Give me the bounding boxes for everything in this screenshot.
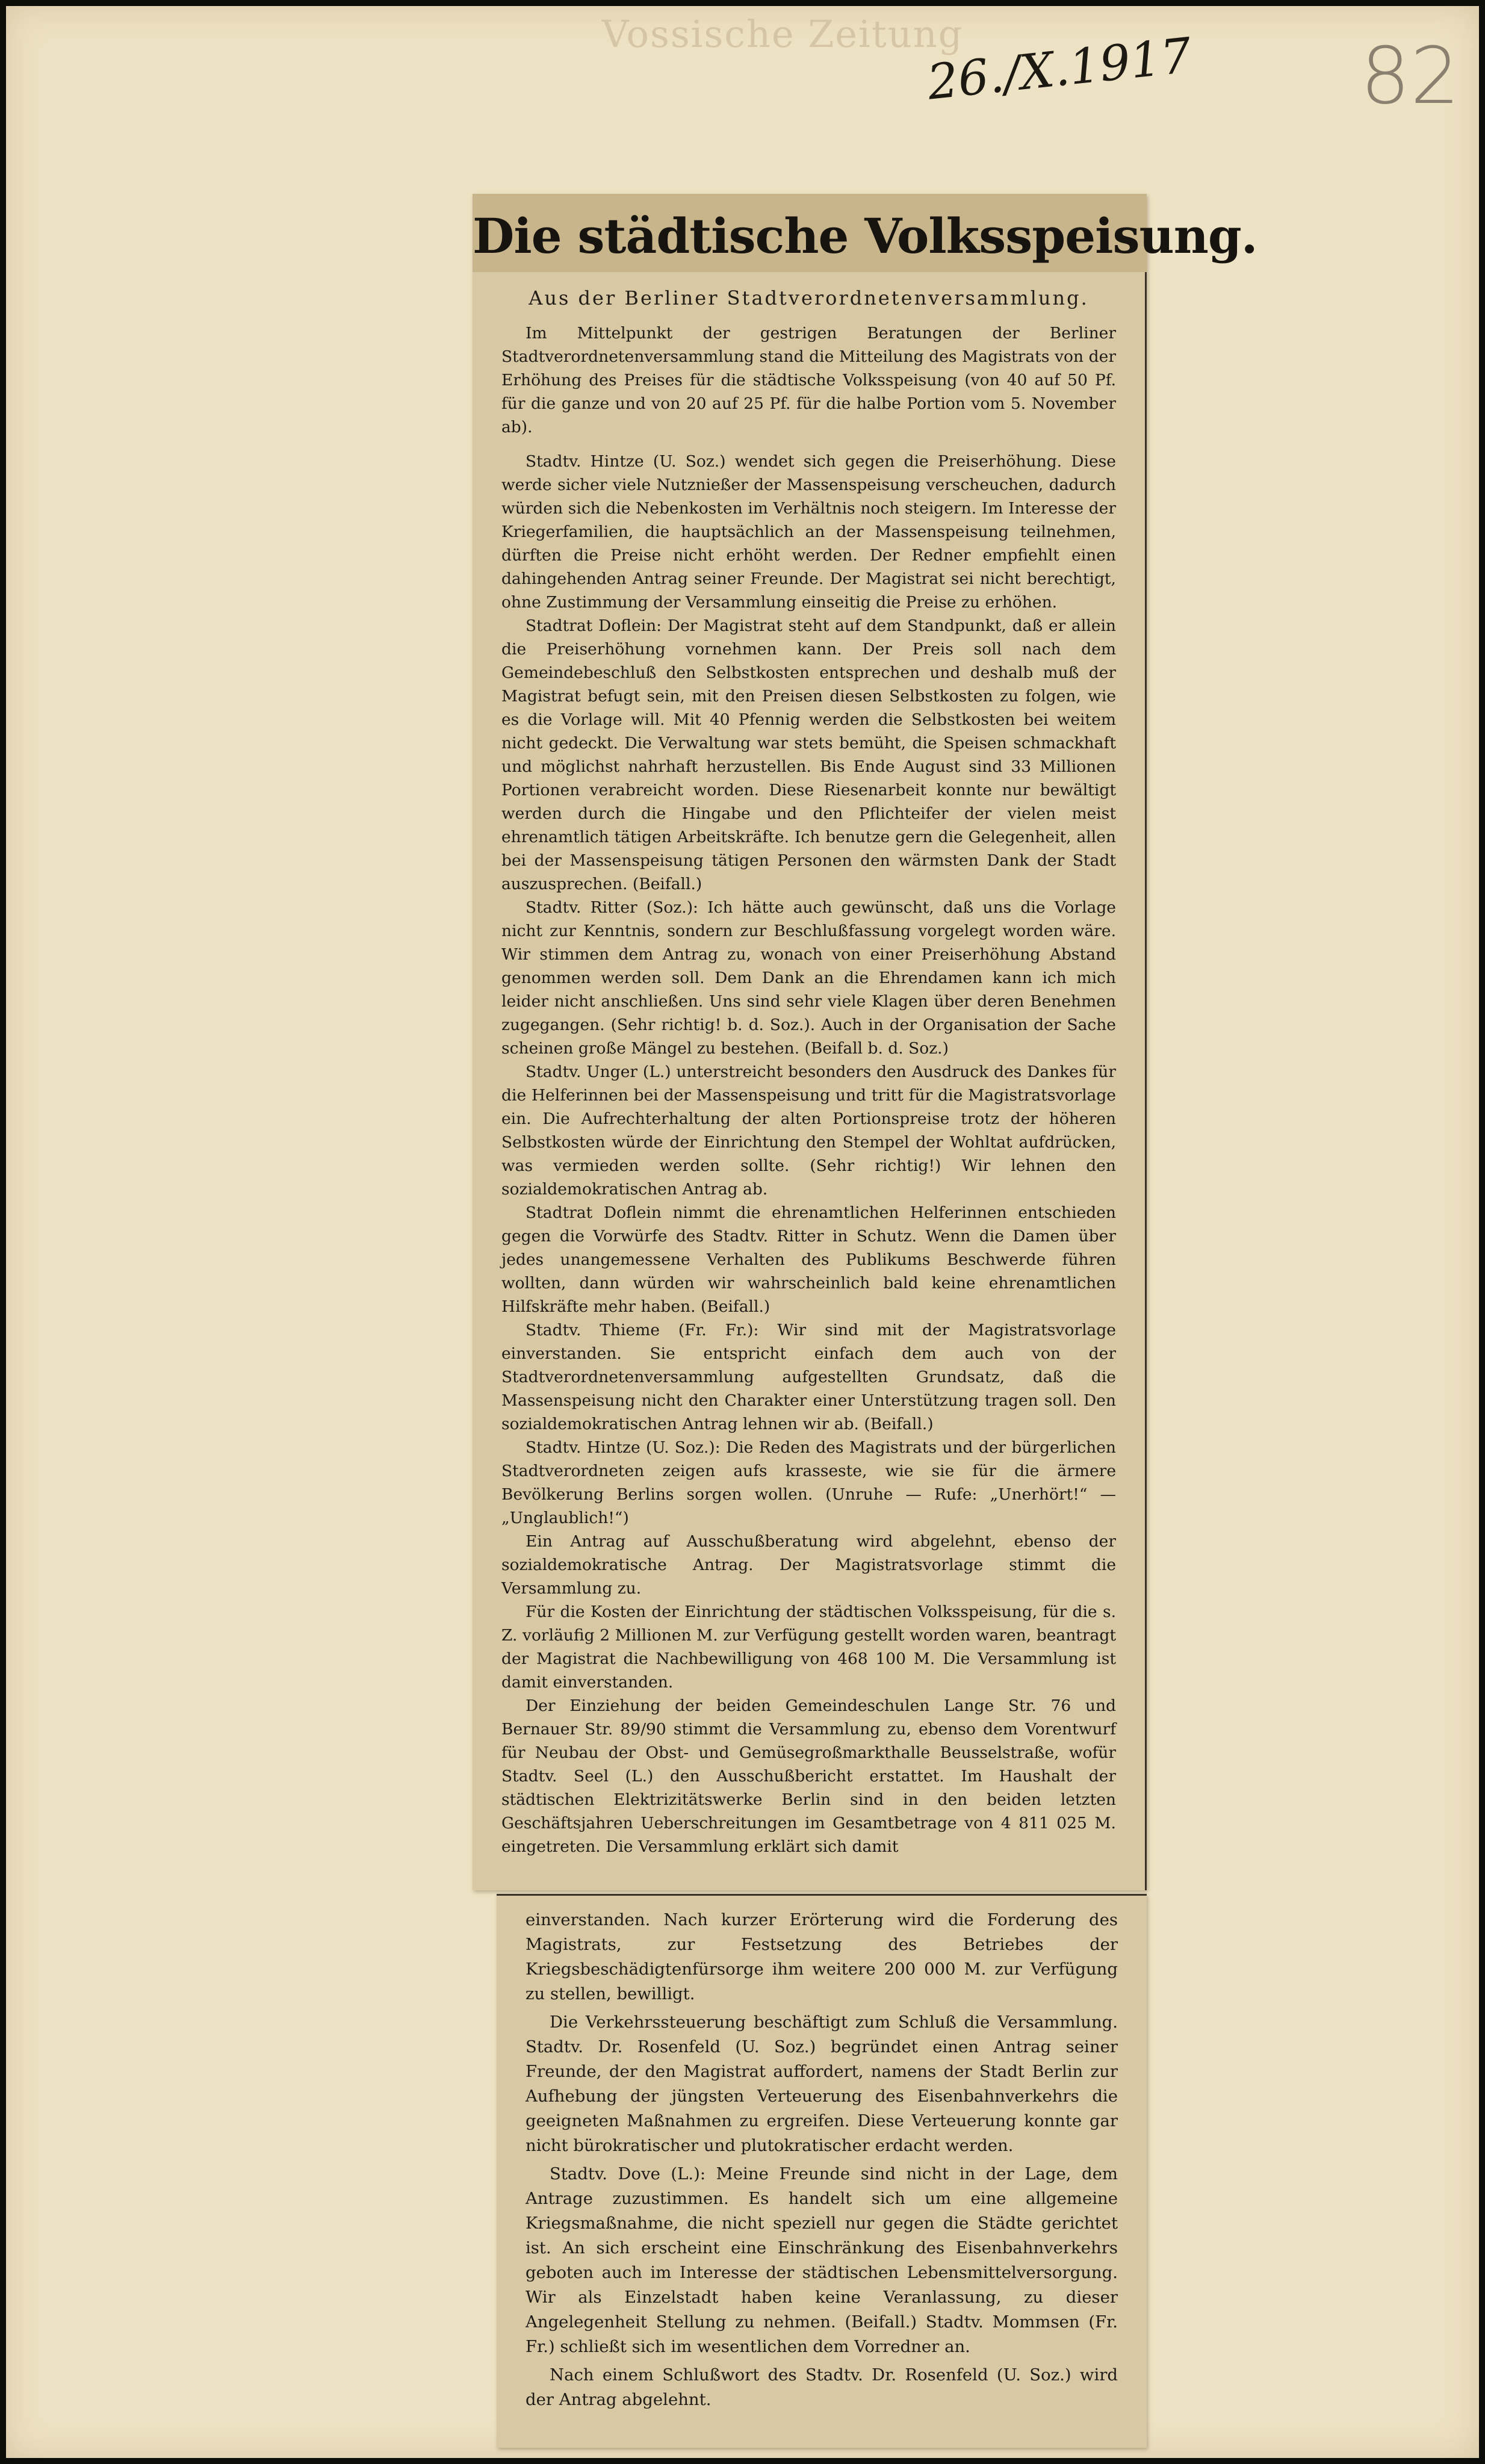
folio-number: 82 xyxy=(1360,30,1460,122)
article-headline: Die städtische Volksspeisung. xyxy=(473,208,1257,264)
paragraph: Stadtv. Dove (L.): Meine Freunde sind nicht in der Lage, dem Antrage zuzustimmen. Es handelt sich um eine allgemeine Kriegsmaßnahme, die nicht speziell nur gegen die Städte gerichtet ist. An sich erscheint eine Einschränkung des Eisenbahnverkehrs geboten auch im Interesse der städtischen Lebensmittelversorgung. Wir als Einzelstadt haben keine Veranlassung, zu dieser Angelegenheit Stellung zu nehmen. (Beifall.) Stadtv. Mommsen (Fr. Fr.) schließt sich im wesentlichen dem Vorredner an. xyxy=(525,2164,1118,2356)
paragraph: Stadtrat Doflein nimmt die ehrenamtlichen Helferinnen entschieden gegen die Vorwürfe des Stadtv. Ritter in Schutz. Wenn die Damen über jedes unangemessene Verhalten des Publikums Beschwerde führen wollten, dann würden wir wahrscheinlich bald keine ehrenamtlichen Hilfskräfte mehr haben. (Beifall.) xyxy=(501,1203,1116,1316)
paragraph: Stadtv. Unger (L.) unterstreicht besonders den Ausdruck des Dankes für die Helferinnen bei der Massenspeisung und tritt für die Magistratsvorlage ein. Die Aufrechterhaltung der alten Portionspreise trotz der höheren Selbstkosten würde der Einrichtung den Stempel der Wohltat aufdrücken, was vermieden werden sollte. (Sehr richtig!) Wir lehnen den sozialdemokratischen Antrag ab. xyxy=(501,1063,1116,1199)
article-header xyxy=(473,194,1257,272)
paragraph: Die Verkehrssteuerung beschäftigt zum Schluß die Versammlung. Stadtv. Dr. Rosenfeld (U. Soz.) begründet einen Antrag seiner Freunde, der den Magistrat auffordert, namens der Stadt Berlin zur Aufhebung der jüngsten Verteuerung des Eisenbahnverkehrs die geeigneten Maßnahmen zu ergreifen. Diese Verteuerung konnte gar nicht bürokratischer und plutokratischer erdacht werden. xyxy=(525,2012,1118,2155)
newspaper-clipping-main xyxy=(473,194,1257,1890)
newspaper-clipping-continuation xyxy=(497,1894,1147,2448)
paragraph: Nach einem Schlußwort des Stadtv. Dr. Rosenfeld (U. Soz.) wird der Antrag abgelehnt. xyxy=(525,2365,1118,2409)
paragraph: Stadtv. Thieme (Fr. Fr.): Wir sind mit der Magistratsvorlage einverstanden. Sie entspricht einfach dem auch von der Stadtverordnetenversammlung aufgestellten Grundsatz, daß die Massenspeisung nicht den Charakter einer Unterstützung tragen soll. Den sozialdemokratischen Antrag lehnen wir ab. (Beifall.) xyxy=(501,1321,1116,1433)
paragraph: Für die Kosten der Einrichtung der städtischen Volksspeisung, für die s. Z. vorläufig 2 Millionen M. zur Verfügung gestellt worden waren, beantragt der Magistrat die Nachbewilligung von 468 100 M. Die Versammlung ist damit einverstanden. xyxy=(501,1603,1116,1692)
article-subheadline: Aus der Berliner Stadtverordnetenversammlung. xyxy=(529,287,1089,309)
paragraph: Ein Antrag auf Ausschußberatung wird abgelehnt, ebenso der sozialdemokratische Antrag. Der Magistratsvorlage stimmt die Versammlung zu. xyxy=(501,1532,1116,1598)
paragraph: Stadtv. Ritter (Soz.): Ich hätte auch gewünscht, daß uns die Vorlage nicht zur Kenntnis, sondern zur Beschlußfassung vorgelegt worden wäre. Wir stimmen dem Antrag zu, wonach von einer Preiserhöhung Abstand genommen werden soll. Dem Dank an die Ehrendamen kann ich mich leider nicht anschließen. Uns sind sehr viele Klagen über deren Benehmen zugegangen. (Sehr richtig! b. d. Soz.). Auch in der Organisation der Sache scheinen große Mängel zu bestehen. (Beifall b. d. Soz.) xyxy=(501,898,1116,1058)
article-body-continued xyxy=(525,1908,1118,2412)
newspaper-stamp: Vossische Zeitung xyxy=(601,12,964,56)
paragraph: Im Mittelpunkt der gestrigen Beratungen der Berliner Stadtverordnetenversammlung stand die Mitteilung des Magistrats von der Erhöhung des Preises für die städtische Volksspeisung (von 40 auf 50 Pf. für die ganze und von 20 auf 25 Pf. für die halbe Portion vom 5. November ab). xyxy=(501,324,1116,436)
paragraph: Der Einziehung der beiden Gemeindeschulen Lange Str. 76 und Bernauer Str. 89/90 stimmt die Versammlung zu, ebenso dem Vorentwurf für Neubau der Obst- und Gemüsegroßmarkthalle Beusselstraße, wofür Stadtv. Seel (L.) den Ausschußbericht erstattet. Im Haushalt der städtischen Elektrizitätswerke Berlin sind in den beiden letzten Geschäftsjahren Ueberschreitungen im Gesamtbetrage von 4 811 025 M. eingetreten. Die Versammlung erklärt sich damit xyxy=(501,1696,1116,1856)
paragraph: Stadtv. Hintze (U. Soz.) wendet sich gegen die Preiserhöhung. Diese werde sicher viele Nutznießer der Massenspeisung verscheuchen, dadurch würden sich die Nebenkosten im Verhältnis noch steigern. Im Interesse der Kriegerfamilien, die hauptsächlich an der Massenspeisung teilnehmen, dürften die Preise nicht erhöht werden. Der Redner empfiehlt einen dahingehenden Antrag seiner Freunde. Der Magistrat sei nicht berechtigt, ohne Zustimmung der Versammlung einseitig die Preise zu erhöhen. xyxy=(501,452,1116,612)
paragraph: Stadtv. Hintze (U. Soz.): Die Reden des Magistrats und der bürgerlichen Stadtverordneten zeigen aufs krasseste, wie sie für die ärmere Bevölkerung Berlins sorgen wollen. (Unruhe — Rufe: „Unerhört!“ — „Unglaublich!“) xyxy=(501,1438,1116,1527)
paragraph: Stadtrat Doflein: Der Magistrat steht auf dem Standpunkt, daß er allein die Preiserhöhung vornehmen kann. Der Preis soll nach dem Gemeindebeschluß den Selbstkosten entsprechen und deshalb muß der Magistrat befugt sein, mit den Preisen diesen Selbstkosten zu folgen, wie es die Vorlage will. Mit 40 Pfennig werden die Selbstkosten bei weitem nicht gedeckt. Die Verwaltung war stets bemüht, die Speisen schmackhaft und möglichst nahrhaft herzustellen. Bis Ende August sind 33 Millionen Portionen verabreicht worden. Diese Riesenarbeit konnte nur bewältigt werden durch die Hingabe und den Pflichteifer der vielen meist ehrenamtlich tätigen Arbeitskräfte. Ich benutze gern die Gelegenheit, allen bei der Massenspeisung tätigen Personen den wärmsten Dank der Stadt auszusprechen. (Beifall.) xyxy=(501,616,1116,893)
paragraph: einverstanden. Nach kurzer Erörterung wird die Forderung des Magistrats, zur Festsetzung des Betriebes der Kriegsbeschädigtenfürsorge ihm weitere 200 000 M. zur Verfügung zu stellen, bewilligt. xyxy=(525,1910,1118,2003)
handwritten-date: 26./X.1917 xyxy=(925,27,1194,111)
archive-sheet xyxy=(6,6,1479,2458)
article-body xyxy=(501,321,1116,1858)
